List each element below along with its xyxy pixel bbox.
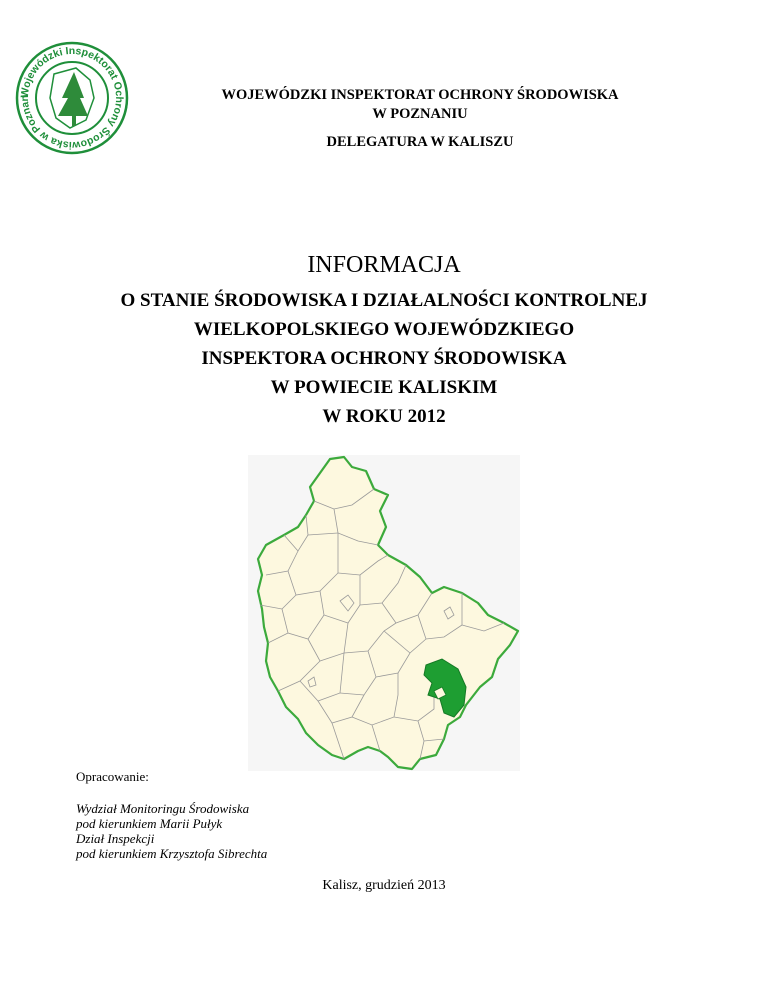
header-line-2: W POZNANIU (372, 106, 468, 122)
subtitle-line: O STANIE ŚRODOWISKA I DZIAŁALNOŚCI KONTROLNEJ (120, 290, 648, 311)
prepared-by-label: Opracowanie: (76, 769, 149, 784)
subtitle-line: INSPEKTORA OCHRONY ŚRODOWISKA (201, 348, 567, 369)
subtitle-line: W POWIECIE KALISKIM (270, 377, 498, 398)
header-line-3: DELEGATURA W KALISZU (326, 134, 514, 150)
place-date: Kalisz, grudzień 2013 (322, 878, 446, 893)
voivodeship-map (248, 455, 520, 771)
subtitle-line: W ROKU 2012 (322, 406, 446, 427)
voivodeship-outline (258, 457, 518, 769)
authors-block (76, 801, 267, 861)
author-line: Dział Inspekcji (76, 831, 155, 846)
document-subtitle (0, 286, 768, 431)
wios-logo (14, 40, 130, 156)
institution-header (130, 86, 710, 152)
document-title: INFORMACJA (307, 252, 461, 278)
author-line: pod kierunkiem Marii Pułyk (76, 816, 223, 831)
header-line-1: WOJEWÓDZKI INSPEKTORAT OCHRONY ŚRODOWISKA (221, 87, 619, 103)
author-line: Wydział Monitoringu Środowiska (76, 801, 250, 816)
logo-ring-text: Wojewódzki Inspektorat Ochrony Środowiska w Poznan (18, 44, 126, 152)
logo-emblem-icon (14, 40, 130, 156)
subtitle-line: WIELKOPOLSKIEGO WOJEWÓDZKIEGO (193, 319, 575, 340)
author-line: pod kierunkiem Krzysztofa Sibrechta (76, 846, 268, 861)
region-map-image (248, 455, 520, 771)
